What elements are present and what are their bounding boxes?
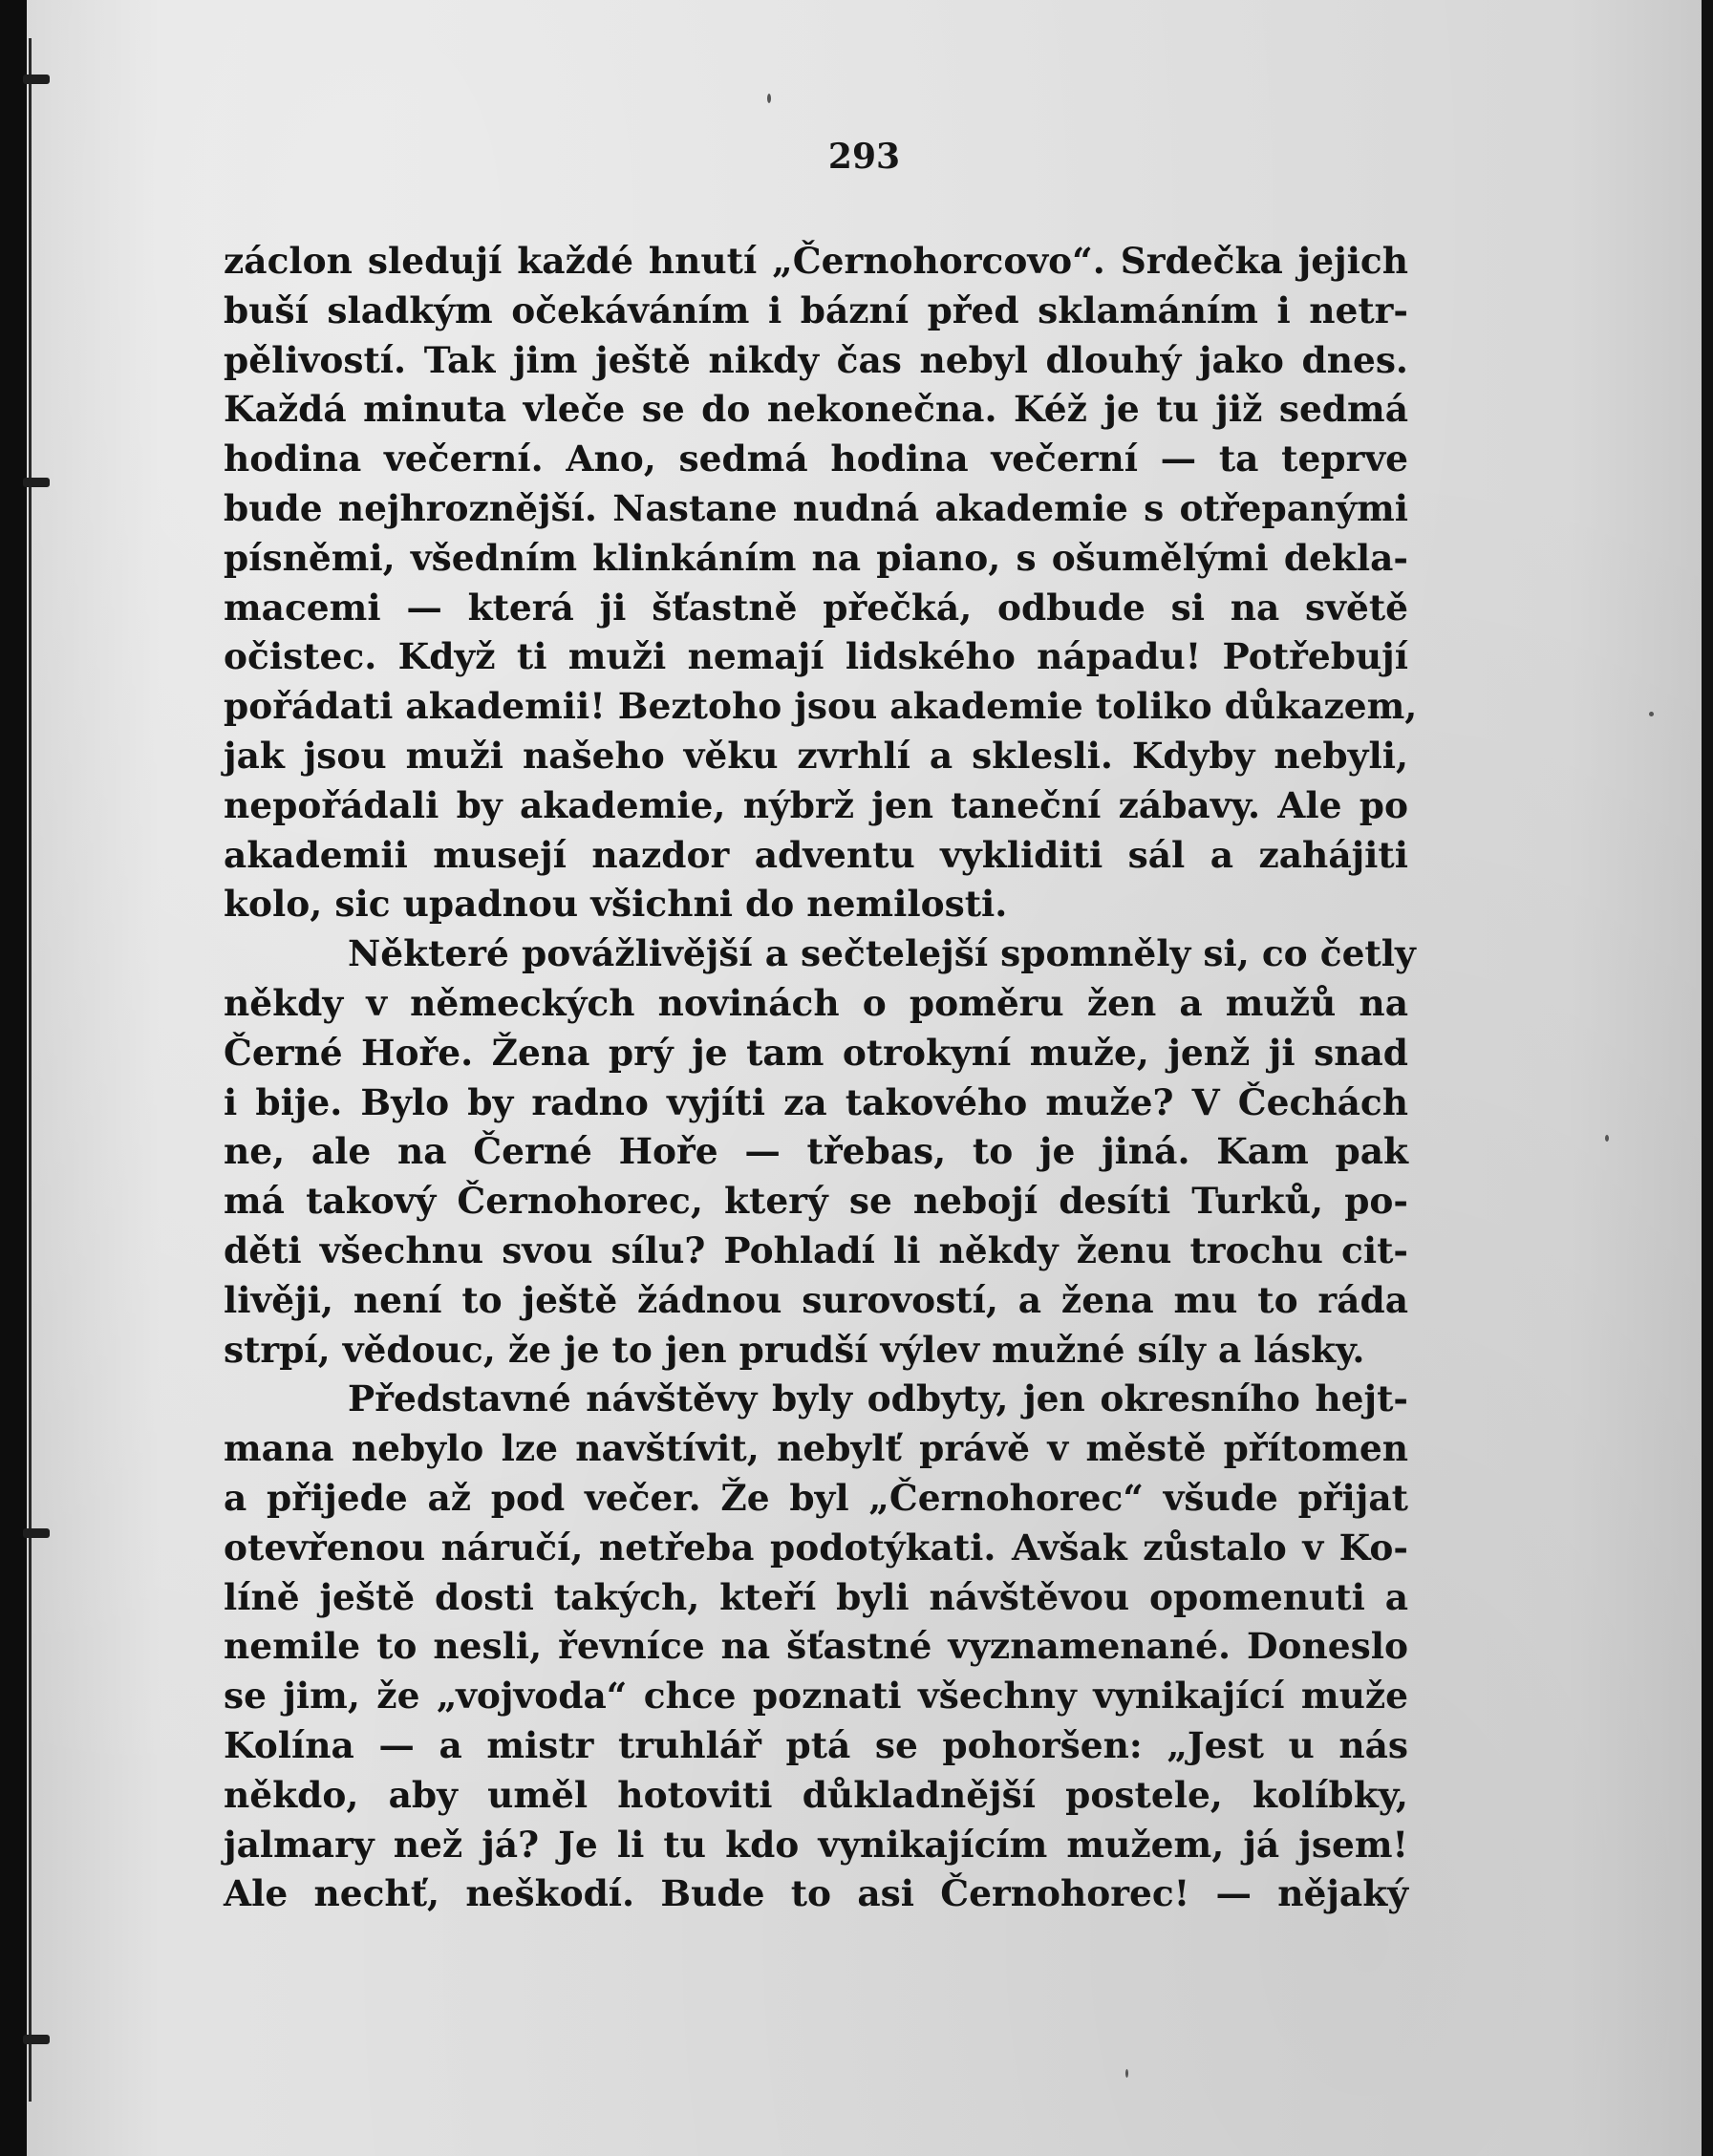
text-line: někdo, aby uměl hotoviti důkladnější postele, kolíbky, xyxy=(224,1773,1408,1816)
text-line: někdy v německých novinách o poměru žen a mužů na xyxy=(224,981,1408,1024)
text-line: macemi — která ji šťastně přečká, odbude si na světě xyxy=(224,586,1408,629)
margin-mark-top xyxy=(23,75,50,84)
text-line: mana nebylo lze navštívit, nebylť právě v městě přítomen xyxy=(224,1427,1408,1470)
text-line: nemile to nesli, řevníce na šťastné vyznamenané. Doneslo xyxy=(224,1625,1408,1668)
text-line: akademii musejí nazdor adventu vykliditi sál a zahájiti xyxy=(224,833,1408,876)
paragraph xyxy=(224,929,1416,1375)
text-line: strpí, vědouc, že je to jen prudší výlev mužné síly a lásky. xyxy=(224,1328,1365,1371)
scan-speck xyxy=(1125,2069,1128,2078)
text-line: Každá minuta vleče se do nekonečna. Kéž je tu již sedmá xyxy=(224,388,1408,431)
text-line: livěji, není to ještě žádnou surovostí, a žena mu to ráda xyxy=(224,1278,1408,1321)
text-line: Černé Hoře. Žena prý je tam otrokyní muže, jenž ji snad xyxy=(224,1031,1408,1074)
text-line: kolo, sic upadnou všichni do nemilosti. xyxy=(224,883,1008,926)
text-line: pořádati akademii! Beztoho jsou akademie toliko důkazem, xyxy=(224,685,1418,728)
text-line: i bije. Bylo by radno vyjíti za takového muže? V Čechách xyxy=(224,1080,1408,1123)
text-line: Kolína — a mistr truhlář ptá se pohoršen: „Jest u nás xyxy=(224,1723,1408,1766)
text-line: písněmi, všedním klinkáním na piano, s ošumělými dekla- xyxy=(224,536,1408,579)
margin-rule xyxy=(29,38,32,2102)
text-line: Představné návštěvy byly odbyty, jen okresního hejt- xyxy=(348,1377,1408,1420)
text-line: nepořádali by akademie, nýbrž jen taneční zábavy. Ale po xyxy=(224,783,1408,826)
scan-speck xyxy=(1605,1135,1609,1142)
scan-speck xyxy=(767,94,771,103)
paragraph xyxy=(224,1375,1408,1919)
text-line: a přijede až pod večer. Že byl „Černohorec“ všude přijat xyxy=(224,1476,1408,1519)
paragraph xyxy=(224,237,1418,929)
text-line: jak jsou muži našeho věku zvrhlí a sklesli. Kdyby nebyli, xyxy=(224,734,1408,777)
scan-edge-left xyxy=(0,0,27,2156)
text-line: děti všechnu svou sílu? Pohladí li někdy ženu trochu cit- xyxy=(224,1228,1408,1271)
text-line: záclon sledují každé hnutí „Černohorcovo“. Srdečka jejich xyxy=(224,240,1408,282)
text-line: Některé povážlivější a sečtelejší spomněly si, co četly xyxy=(348,932,1416,975)
text-line: má takový Černohorec, který se nebojí desíti Turků, po- xyxy=(224,1180,1408,1223)
text-line: se jim, že „vojvoda“ chce poznati všechny vynikající muže xyxy=(224,1675,1408,1718)
margin-mark-lower xyxy=(23,1528,50,1538)
page-number: 293 xyxy=(827,137,901,177)
scan-edge-right xyxy=(1702,0,1713,2156)
margin-mark-middle xyxy=(23,478,50,487)
text-line: otevřenou náručí, netřeba podotýkati. Avšak zůstalo v Ko- xyxy=(224,1526,1408,1569)
text-line: bude nejhroznější. Nastane nudná akademie s otřepanými xyxy=(224,486,1408,529)
text-line: hodina večerní. Ano, sedmá hodina večerní — ta teprve xyxy=(224,438,1408,480)
text-line: Ale nechť, neškodí. Bude to asi Černohorec! — nějaký xyxy=(224,1872,1408,1915)
text-line: jalmary než já? Je li tu kdo vynikajícím mužem, já jsem! xyxy=(224,1823,1408,1866)
body-text xyxy=(224,237,1418,1919)
text-line: ne, ale na Černé Hoře — třebas, to je jiná. Kam pak xyxy=(224,1130,1408,1173)
text-line: líně ještě dosti takých, kteří byli návštěvou opomenuti a xyxy=(224,1575,1408,1618)
scan-speck xyxy=(1649,712,1654,716)
book-page xyxy=(27,0,1702,2156)
margin-mark-bottom xyxy=(23,2035,50,2044)
text-line: pělivostí. Tak jim ještě nikdy čas nebyl dlouhý jako dnes. xyxy=(224,338,1408,381)
text-line: buší sladkým očekáváním i bázní před sklamáním i netr- xyxy=(224,288,1408,331)
text-line: očistec. Když ti muži nemají lidského nápadu! Potřebují xyxy=(224,635,1408,678)
